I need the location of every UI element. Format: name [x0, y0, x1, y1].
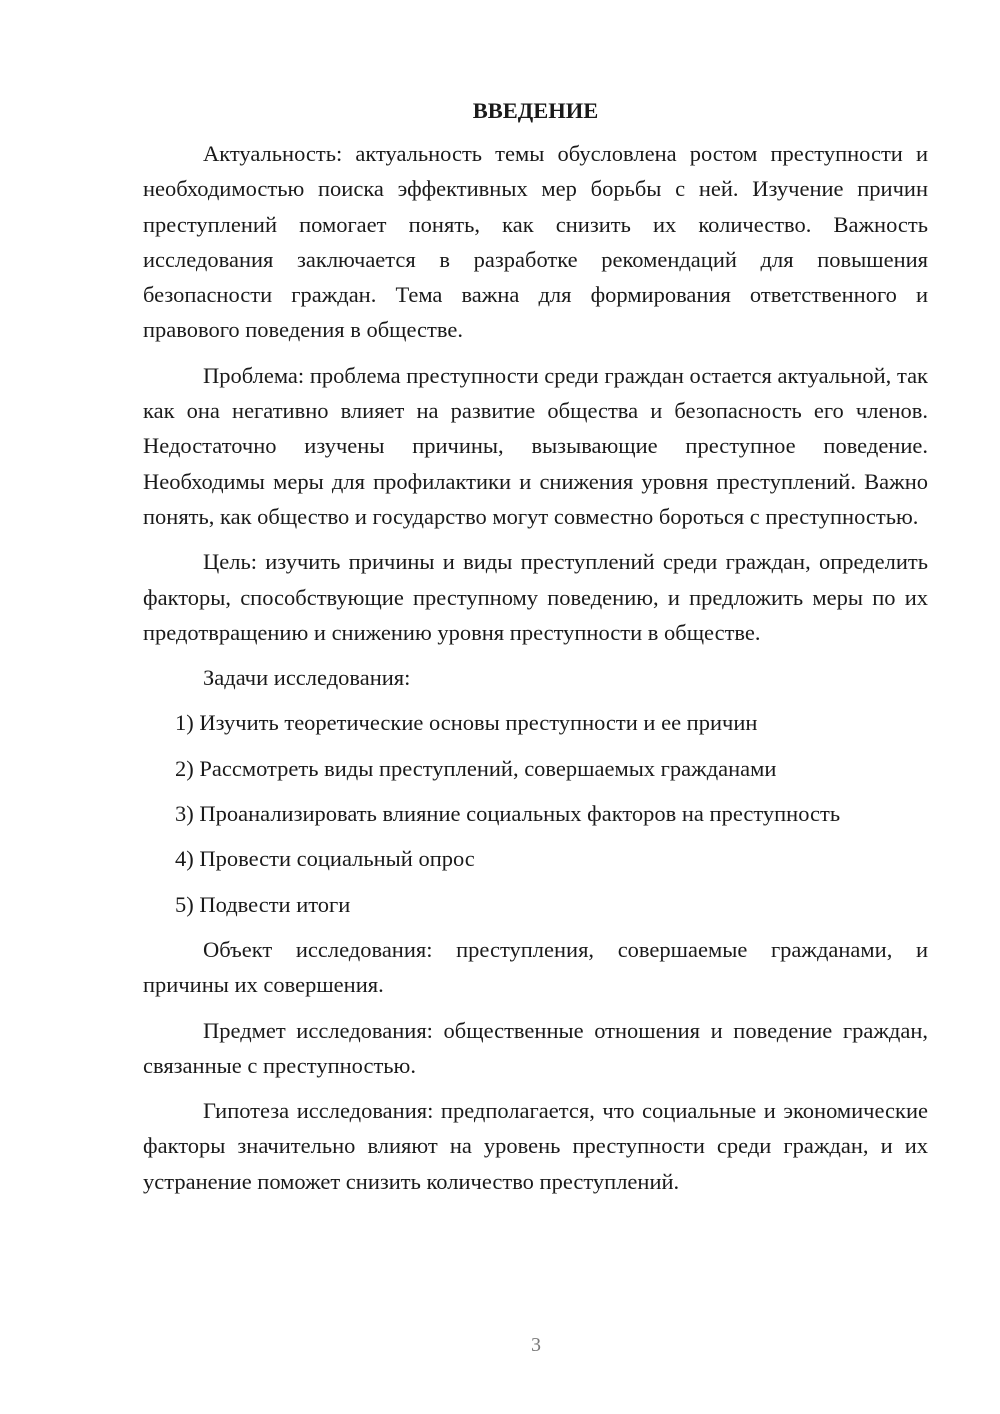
paragraph-goal: Цель: изучить причины и виды преступлений среди граждан, определить факторы, способствующие преступному поведению, и предложить меры по их предотвращению и снижению уровня преступности в обществе.: [143, 549, 928, 645]
paragraph-object: Объект исследования: преступления, совершаемые гражданами, и причины их совершения.: [143, 936, 928, 998]
paragraph-hypothesis: Гипотеза исследования: предполагается, что социальные и экономические факторы значительно влияют на уровень преступности среди граждан, и их устранение поможет снизить количество преступлений.: [143, 1098, 928, 1194]
tasks-heading: Задачи исследования:: [203, 665, 411, 691]
list-item: 5) Подвести итоги: [175, 891, 351, 917]
list-item: 1) Изучить теоретические основы преступности и ее причин: [175, 710, 758, 736]
paragraph-relevance: Актуальность: актуальность темы обусловлена ростом преступности и необходимостью поиска эффективных мер борьбы с ней. Изучение причин преступлений помогает понять, как снизить их количество. Важность исследования заключается в разработке рекомендаций для повышения безопасности граждан. Тема важна для формирования ответственного и правового поведения в обществе.: [143, 141, 928, 343]
page-title: ВВЕДЕНИЕ: [472, 98, 599, 123]
tasks-list: [143, 705, 928, 921]
list-item: 2) Рассмотреть виды преступлений, совершаемых гражданами: [175, 755, 777, 781]
page-number: 3: [531, 1334, 541, 1356]
document-body: [143, 96, 928, 1209]
paragraph-problem: Проблема: проблема преступности среди граждан остается актуальной, так как она негативно влияет на развитие общества и безопасность его членов. Недостаточно изучены причины, вызывающие преступное поведение. Необходимы меры для профилактики и снижения уровня преступлений. Важно понять, как общество и государство могут совместно бороться с преступностью.: [143, 362, 928, 529]
list-item: 3) Проанализировать влияние социальных факторов на преступность: [175, 801, 841, 827]
list-item: 4) Провести социальный опрос: [175, 846, 475, 872]
paragraph-subject: Предмет исследования: общественные отношения и поведение граждан, связанные с преступностью.: [143, 1017, 928, 1078]
